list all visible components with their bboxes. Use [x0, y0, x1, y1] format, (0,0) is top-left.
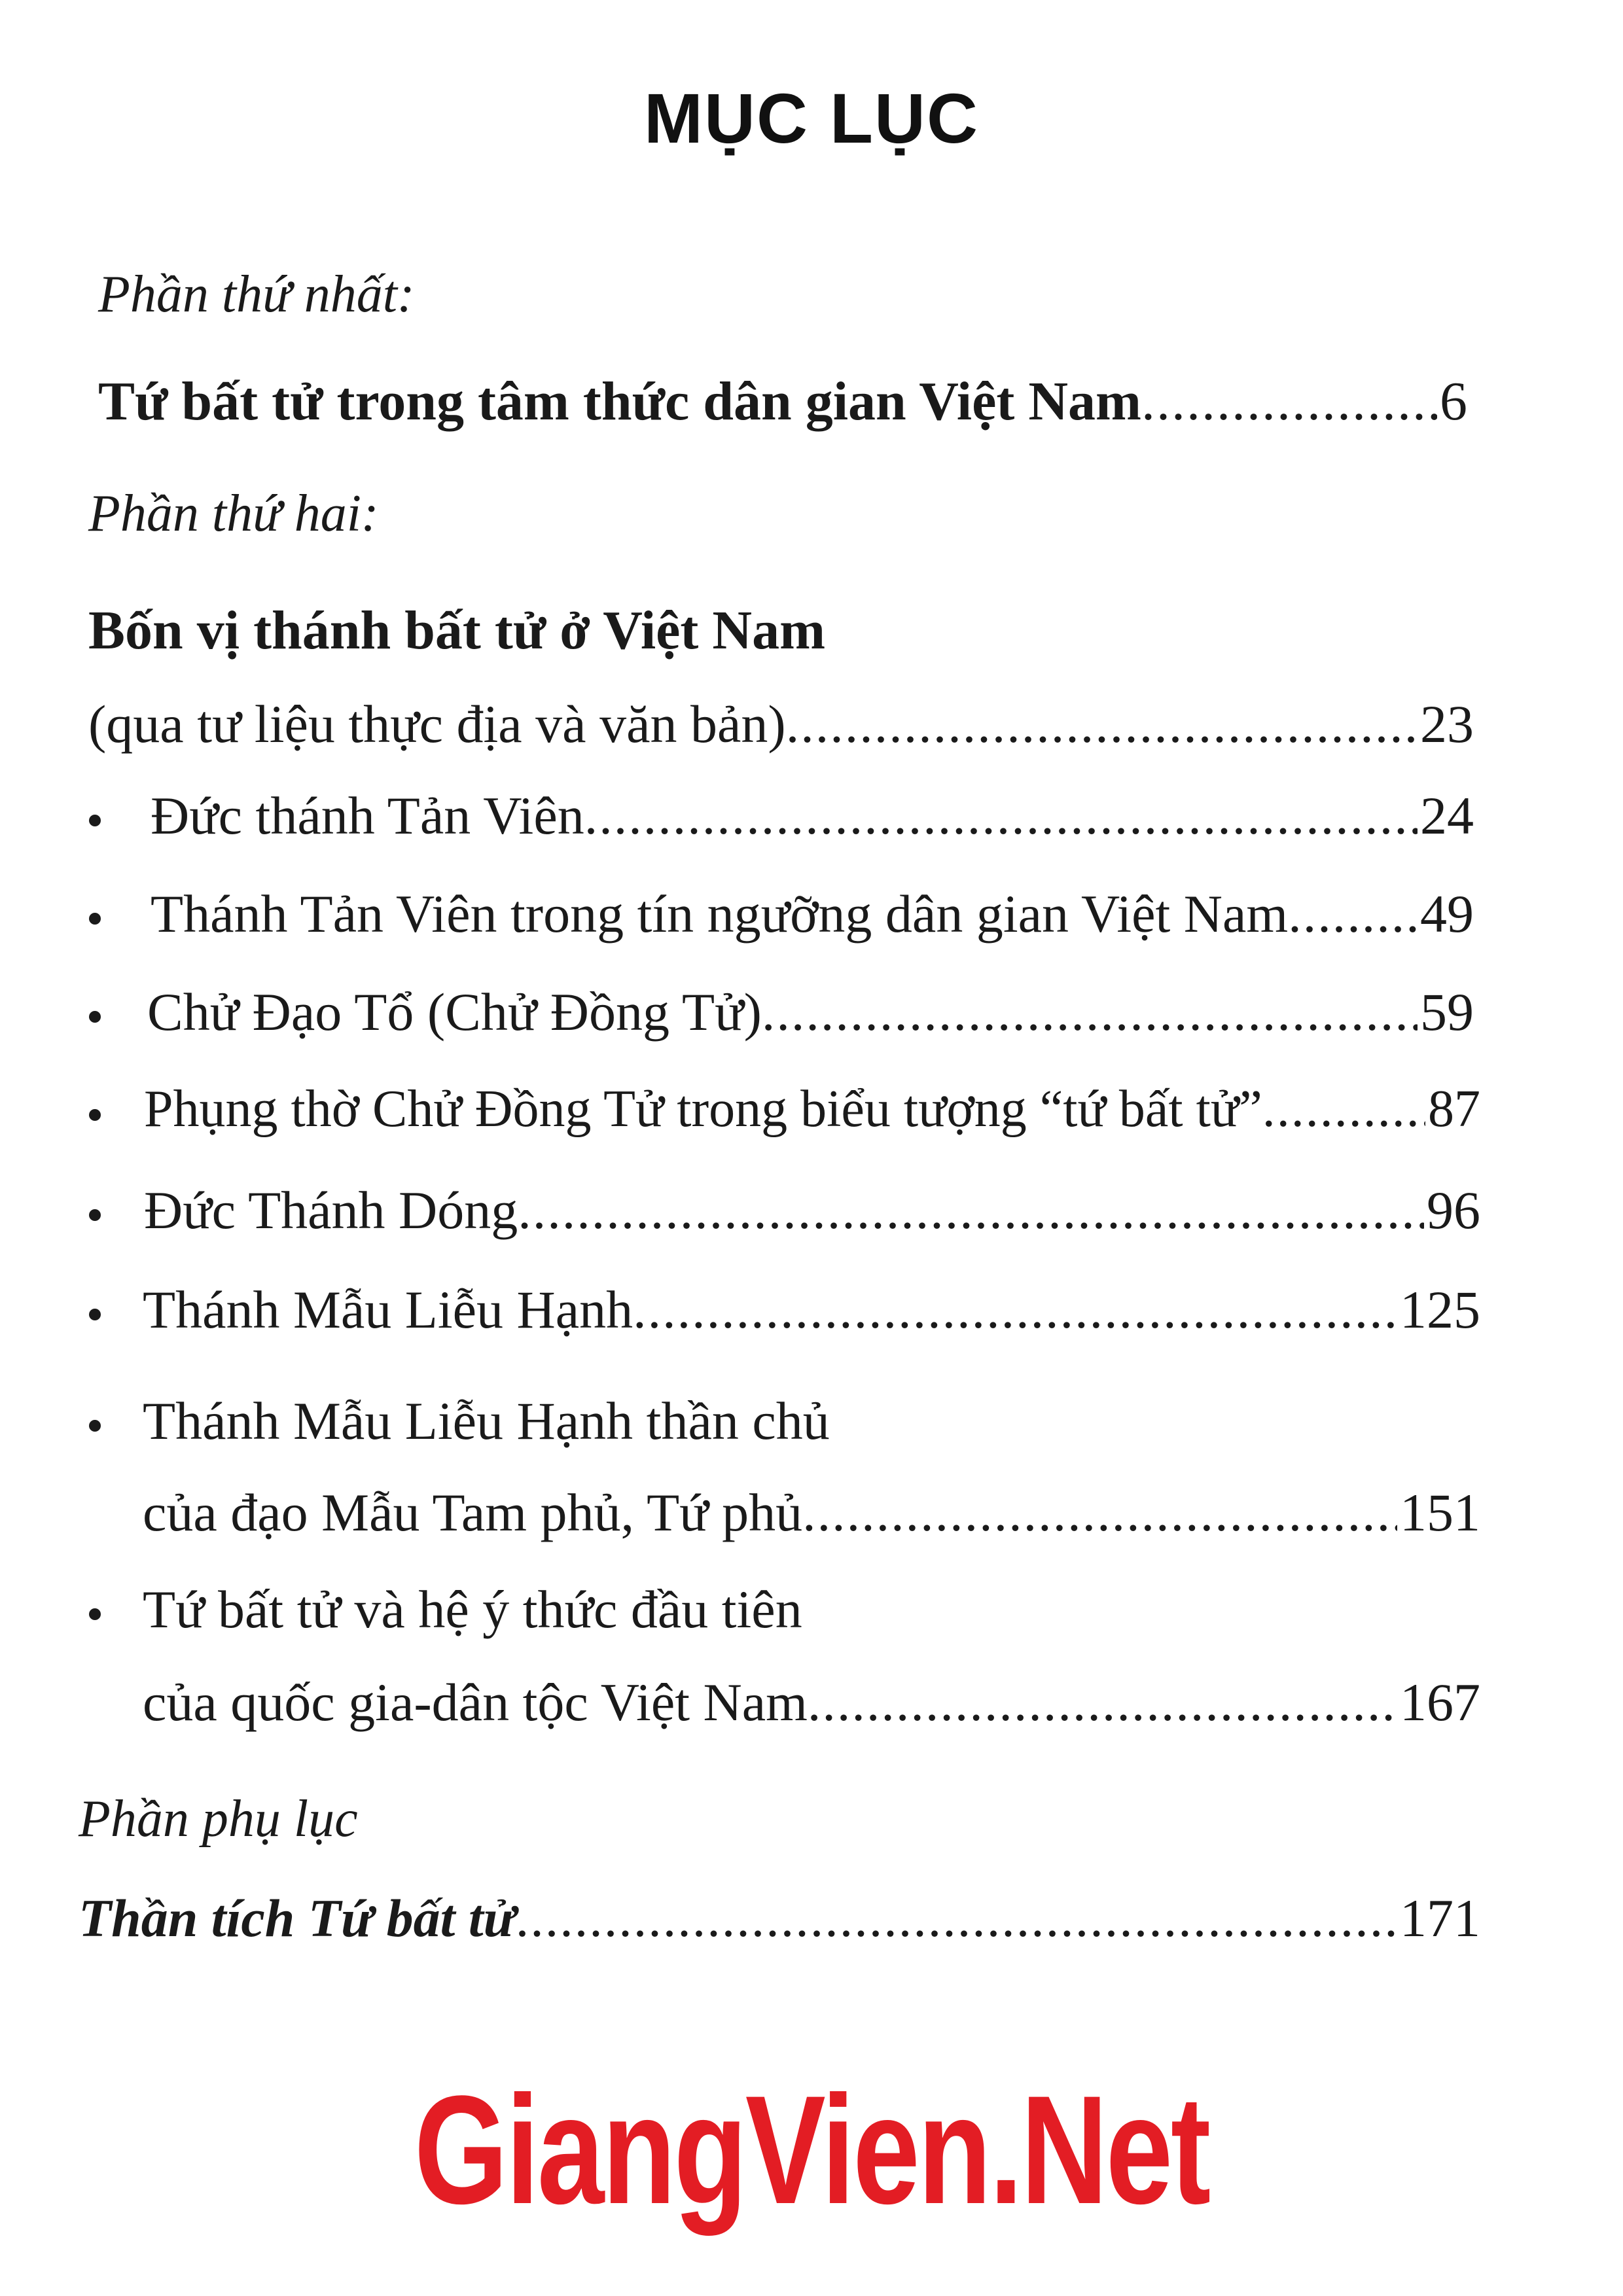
- toc-item[interactable]: [151, 785, 1474, 847]
- dot-leader: [518, 1180, 1424, 1241]
- toc-item-text: của đạo Mẫu Tam phủ, Tứ phủ: [143, 1483, 803, 1542]
- toc-item-text: Chử Đạo Tổ (Chử Đồng Tử): [147, 982, 762, 1042]
- toc-item-line1: Thánh Mẫu Liễu Hạnh thần chủ: [143, 1391, 830, 1451]
- dot-leader: [802, 1482, 1397, 1544]
- page-number: 87: [1428, 1080, 1480, 1138]
- bullet-icon: [89, 913, 101, 925]
- page-number: 151: [1400, 1483, 1480, 1542]
- page-number: 167: [1400, 1672, 1480, 1732]
- bullet-icon: [89, 1109, 101, 1121]
- dot-leader: [633, 1279, 1397, 1341]
- page-title: MỤC LỤC: [644, 79, 979, 158]
- toc-item[interactable]: [143, 1279, 1480, 1341]
- page-number: 49: [1420, 884, 1474, 944]
- toc-item[interactable]: [151, 883, 1474, 945]
- dot-leader: [786, 694, 1418, 755]
- page-number: 24: [1420, 786, 1474, 845]
- toc-item-text: Thánh Tản Viên trong tín ngưỡng dân gian Việt Nam: [151, 884, 1289, 944]
- part2-heading: Bốn vị thánh bất tử ở Việt Nam: [88, 600, 826, 661]
- toc-item-text: Đức thánh Tản Viên: [151, 786, 584, 845]
- toc-entry-part1[interactable]: [98, 370, 1467, 433]
- bullet-icon: [89, 1011, 101, 1023]
- toc-item[interactable]: [147, 981, 1474, 1043]
- toc-entry-text: Tứ bất tử trong tâm thức dân gian Việt Nam: [98, 371, 1142, 432]
- bullet-icon: [89, 1608, 101, 1620]
- dot-leader: [1288, 883, 1418, 945]
- toc-item-text: của quốc gia-dân tộc Việt Nam: [143, 1672, 808, 1732]
- dot-leader: [584, 785, 1418, 847]
- page-number: 6: [1440, 371, 1467, 432]
- toc-item-line1: Tứ bất tử và hệ ý thức đầu tiên: [143, 1580, 802, 1639]
- dot-leader: [762, 981, 1418, 1043]
- toc-entry-text: Thần tích Tứ bất tử: [79, 1888, 516, 1948]
- dot-leader: [516, 1888, 1397, 1949]
- page-number: 23: [1420, 694, 1474, 754]
- part2-label: Phần thứ hai:: [88, 485, 379, 542]
- dot-leader: [808, 1672, 1397, 1733]
- toc-entry-appendix[interactable]: [79, 1888, 1480, 1949]
- toc-item-text: Phụng thờ Chử Đồng Tử trong biểu tượng “tứ bất tử”: [144, 1080, 1262, 1138]
- dot-leader: [1141, 370, 1437, 433]
- watermark-text: GiangVien.Net: [414, 2064, 1209, 2236]
- appendix-label: Phần phụ lục: [79, 1790, 358, 1848]
- page-number: 171: [1400, 1888, 1480, 1948]
- part1-label: Phần thứ nhất:: [98, 266, 415, 323]
- bullet-icon: [89, 1209, 101, 1221]
- toc-entry-part2[interactable]: [88, 694, 1474, 755]
- toc-item[interactable]: [143, 1672, 1480, 1733]
- page-number: 125: [1400, 1280, 1480, 1339]
- toc-item-text: Thánh Mẫu Liễu Hạnh: [143, 1280, 633, 1339]
- toc-entry-text: (qua tư liệu thực địa và văn bản): [88, 694, 786, 754]
- toc-item[interactable]: [143, 1482, 1480, 1544]
- bullet-icon: [89, 1309, 101, 1320]
- bullet-icon: [89, 815, 101, 826]
- toc-item-text: Đức Thánh Dóng: [144, 1180, 518, 1240]
- toc-item[interactable]: [144, 1080, 1480, 1139]
- bullet-icon: [89, 1420, 101, 1432]
- page-number: 59: [1420, 982, 1474, 1042]
- toc-item[interactable]: [144, 1180, 1480, 1241]
- page-number: 96: [1427, 1180, 1480, 1240]
- dot-leader: [1262, 1080, 1425, 1139]
